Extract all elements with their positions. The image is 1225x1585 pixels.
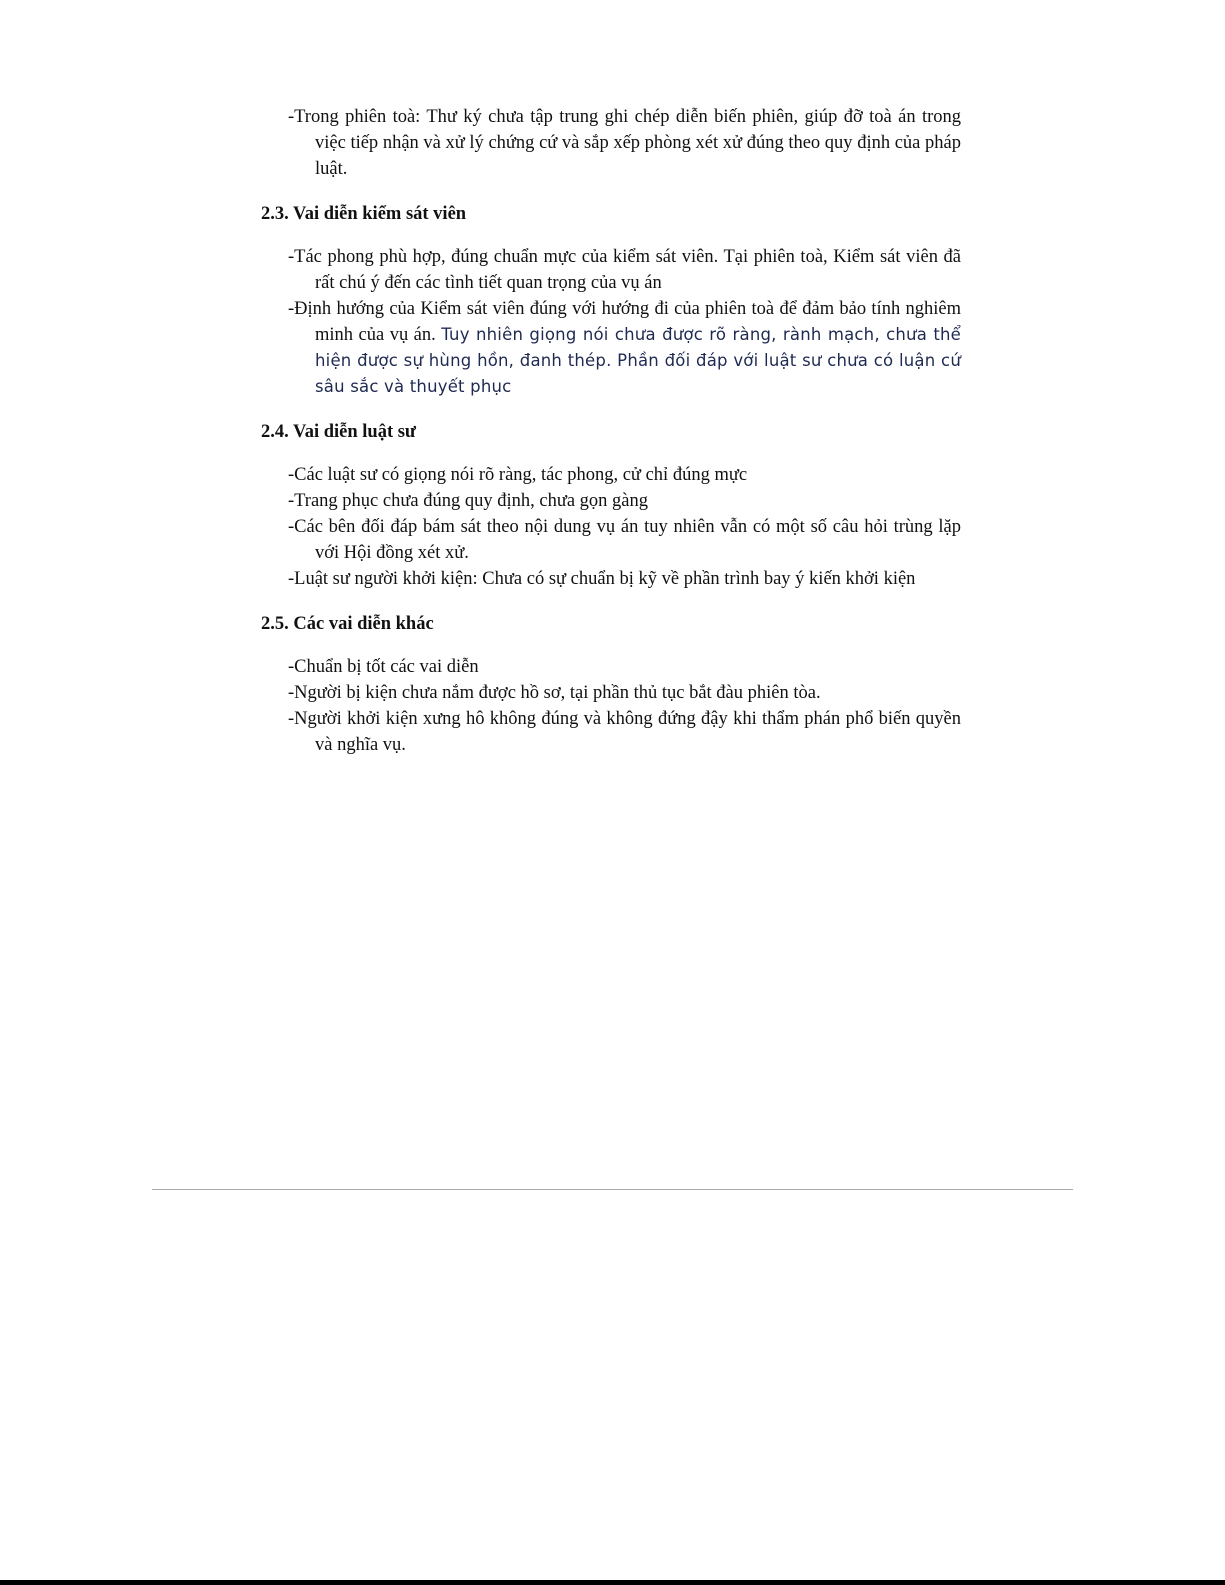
heading-2-3: 2.3. Vai diễn kiểm sát viên [261, 204, 467, 224]
paragraph-kiem-sat-vien-2 [261, 296, 961, 400]
paragraph-vai-dien-khac-3: -Người khởi kiện xưng hô không đúng và không đứng đậy khi thẩm phán phổ biến quyền và nghĩa vụ. [288, 709, 961, 755]
heading-2-4: 2.4. Vai diễn luật sư [261, 422, 417, 442]
paragraph-thu-ky: -Trong phiên toà: Thư ký chưa tập trung ghi chép diễn biến phiên, giúp đỡ toà án trong việc tiếp nhận và xử lý chứng cứ và sắp xếp phòng xét xử đúng theo quy định của pháp luật. [288, 107, 961, 179]
document-body [261, 104, 961, 758]
paragraph-kiem-sat-vien-2-serif: -Định hướng của Kiểm sát viên đúng với hướng đi của phiên toà để đảm bảo tính nghiêm minh của vụ án. [288, 299, 961, 345]
paragraph-kiem-sat-vien-2-sans: Tuy nhiên giọng nói chưa được rõ ràng, rành mạch, chưa thể hiện được sự hùng hồn, đanh thép. Phần đối đáp với luật sư chưa có luận cứ sâu sắc và thuyết phục [315, 325, 961, 396]
paragraph-luat-su-1: -Các luật sư có giọng nói rõ ràng, tác phong, cử chỉ đúng mực [288, 465, 748, 485]
page-bottom-edge [0, 1580, 1225, 1585]
paragraph-luat-su-4: -Luật sư người khởi kiện: Chưa có sự chuẩn bị kỹ về phần trình bay ý kiến khởi kiện [288, 569, 916, 589]
heading-2-5: 2.5. Các vai diễn khác [261, 614, 434, 634]
page-footer-divider [152, 1189, 1073, 1190]
paragraph-vai-dien-khac-1: -Chuẩn bị tốt các vai diễn [288, 657, 479, 677]
paragraph-kiem-sat-vien-1: -Tác phong phù hợp, đúng chuẩn mực của kiểm sát viên. Tại phiên toà, Kiểm sát viên đã rất chú ý đến các tình tiết quan trọng của vụ án [288, 247, 961, 293]
paragraph-luat-su-3: -Các bên đối đáp bám sát theo nội dung vụ án tuy nhiên vẫn có một số câu hỏi trùng lặp với Hội đồng xét xử. [288, 517, 961, 563]
paragraph-luat-su-2: -Trang phục chưa đúng quy định, chưa gọn gàng [288, 491, 649, 511]
paragraph-vai-dien-khac-2: -Người bị kiện chưa nắm được hồ sơ, tại phần thủ tục bắt đàu phiên tòa. [288, 683, 821, 703]
